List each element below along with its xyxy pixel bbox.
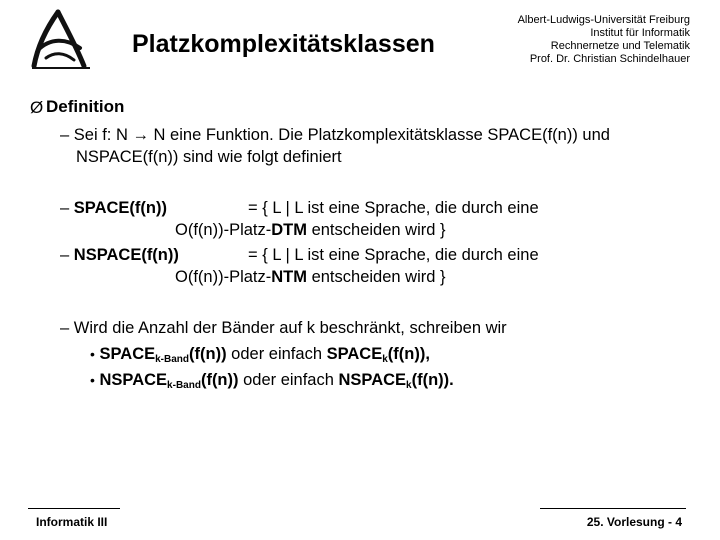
footer-divider [28, 508, 120, 509]
def-text: entscheiden wird } [307, 268, 446, 286]
ntm-term: NTM [271, 268, 307, 286]
space-definition-line1 [60, 199, 167, 218]
bullet-arrow-icon: Ø [30, 98, 44, 117]
sub-text: oder einfach [226, 345, 327, 363]
dtm-term: DTM [271, 221, 307, 239]
def-text: O(f(n))-Platz- [175, 221, 272, 239]
fn-term: (f(n)). [411, 371, 454, 389]
fn-term: (f(n)) [200, 371, 239, 389]
item-sei-line1 [60, 126, 610, 145]
tapes-subitem-nspace [90, 371, 454, 391]
dash: – [60, 199, 70, 217]
dash: – [60, 246, 70, 264]
tapes-subitem-space [90, 345, 430, 365]
nspace-term: NSPACE [99, 371, 168, 389]
fn-term: (f(n)) [189, 345, 227, 363]
definition-heading: Definition [46, 97, 125, 116]
item-text: Sei f: N [73, 126, 133, 144]
k-band-subscript: k-Band [155, 354, 190, 365]
space-definition-line2 [175, 221, 446, 240]
nspace-definition-eq: = { L | L ist eine Sprache, die durch eine [248, 246, 539, 264]
space-term: SPACE [326, 345, 383, 363]
footer-divider [540, 508, 686, 509]
institution-line: Prof. Dr. Christian Schindelhauer [529, 53, 690, 65]
tapes-text: Wird die Anzahl der Bänder auf k beschränkt, schreiben wir [73, 319, 507, 337]
institution-line: Institut für Informatik [590, 27, 690, 39]
nspace-term: NSPACE [338, 371, 407, 389]
right-arrow-icon: → [132, 126, 149, 144]
item-text: N eine Funktion. Die Platzkomplexitätsklasse SPACE(f(n)) und [148, 126, 610, 144]
k-subscript: k [406, 380, 412, 391]
space-class-name: SPACE(f(n)) [73, 199, 167, 217]
nspace-definition-line2 [175, 268, 446, 287]
def-text: O(f(n))-Platz- [175, 268, 272, 286]
nspace-definition-line1 [60, 246, 179, 265]
space-definition-eq: = { L | L ist eine Sprache, die durch eine [248, 199, 539, 217]
slide-title: Platzkomplexitätsklassen [132, 30, 435, 58]
dash: – [60, 126, 70, 144]
k-subscript: k [382, 354, 388, 365]
space-term: SPACE [99, 345, 156, 363]
tapes-item [60, 319, 507, 338]
item-sei-line2: NSPACE(f(n)) sind wie folgt definiert [76, 148, 342, 166]
dash: – [60, 319, 70, 337]
institution-block [470, 14, 690, 66]
bullet-dot-icon: • [90, 372, 95, 388]
institution-line: Rechnernetze und Telematik [550, 40, 690, 52]
university-logo-icon [28, 8, 92, 72]
institution-line: Albert-Ludwigs-Universität Freiburg [517, 14, 690, 26]
fn-term: (f(n)), [387, 345, 430, 363]
bullet-dot-icon: • [90, 346, 95, 362]
def-text: entscheiden wird } [307, 221, 446, 239]
sub-text: oder einfach [238, 371, 339, 389]
footer-page: 25. Vorlesung - 4 [586, 515, 682, 529]
footer-course: Informatik III [36, 515, 108, 529]
k-band-subscript: k-Band [167, 380, 201, 391]
nspace-class-name: NSPACE(f(n)) [73, 246, 179, 264]
